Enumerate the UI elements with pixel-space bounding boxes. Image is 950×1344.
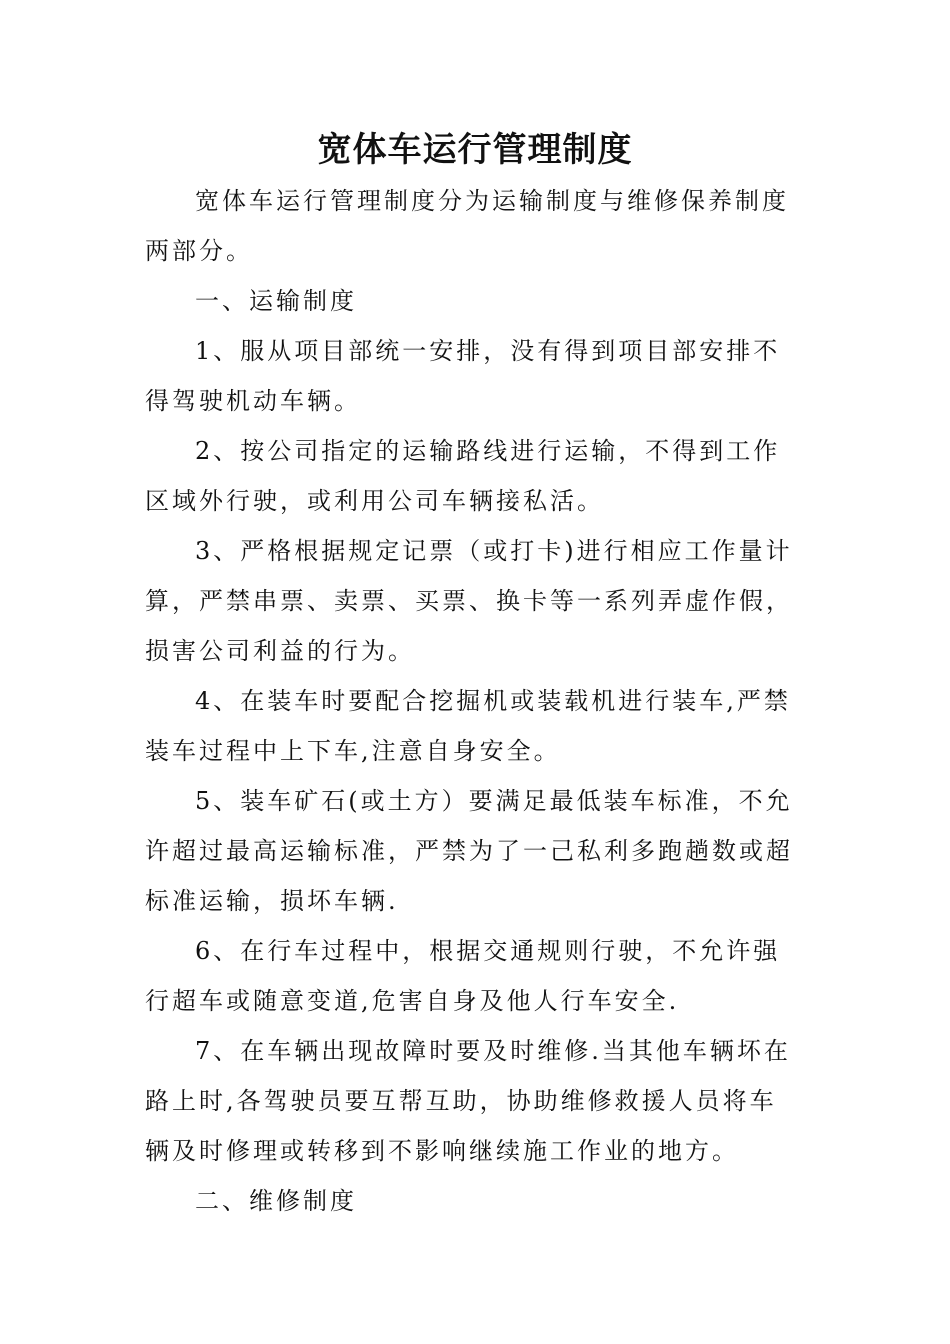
rule-paragraph-1: 1、服从项目部统一安排，没有得到项目部安排不得驾驶机动车辆。 [145, 337, 781, 415]
rule-paragraph-2: 2、按公司指定的运输路线进行运输，不得到工作区域外行驶，或利用公司车辆接私活。 [145, 437, 781, 515]
intro-paragraph: 宽体车运行管理制度分为运输制度与维修保养制度两部分。 [145, 187, 789, 265]
section-heading-maintenance: 二、维修制度 [195, 1187, 357, 1215]
rule-paragraph-3: 3、严格根据规定记票（或打卡)进行相应工作量计算，严禁串票、卖票、买票、换卡等一系列弄虚作假，损害公司利益的行为。 [145, 537, 793, 665]
document-body [145, 176, 803, 1226]
rule-paragraph-7: 7、在车辆出现故障时要及时维修.当其他车辆坏在路上时,各驾驶员要互帮互助，协助维修救援人员将车辆及时修理或转移到不影响继续施工作业的地方。 [145, 1037, 791, 1165]
rule-paragraph-6: 6、在行车过程中，根据交通规则行驶，不允许强行超车或随意变道,危害自身及他人行车安全. [145, 937, 781, 1015]
document-title: 宽体车运行管理制度 [317, 130, 633, 170]
rule-paragraph-5: 5、装车矿石(或土方）要满足最低装车标准，不允许超过最高运输标准，严禁为了一己私利多跑趟数或超标准运输，损坏车辆. [145, 787, 793, 915]
rule-paragraph-4: 4、在装车时要配合挖掘机或装载机进行装车,严禁装车过程中上下车,注意自身安全。 [145, 687, 791, 765]
section-heading-transport: 一、运输制度 [195, 287, 357, 315]
